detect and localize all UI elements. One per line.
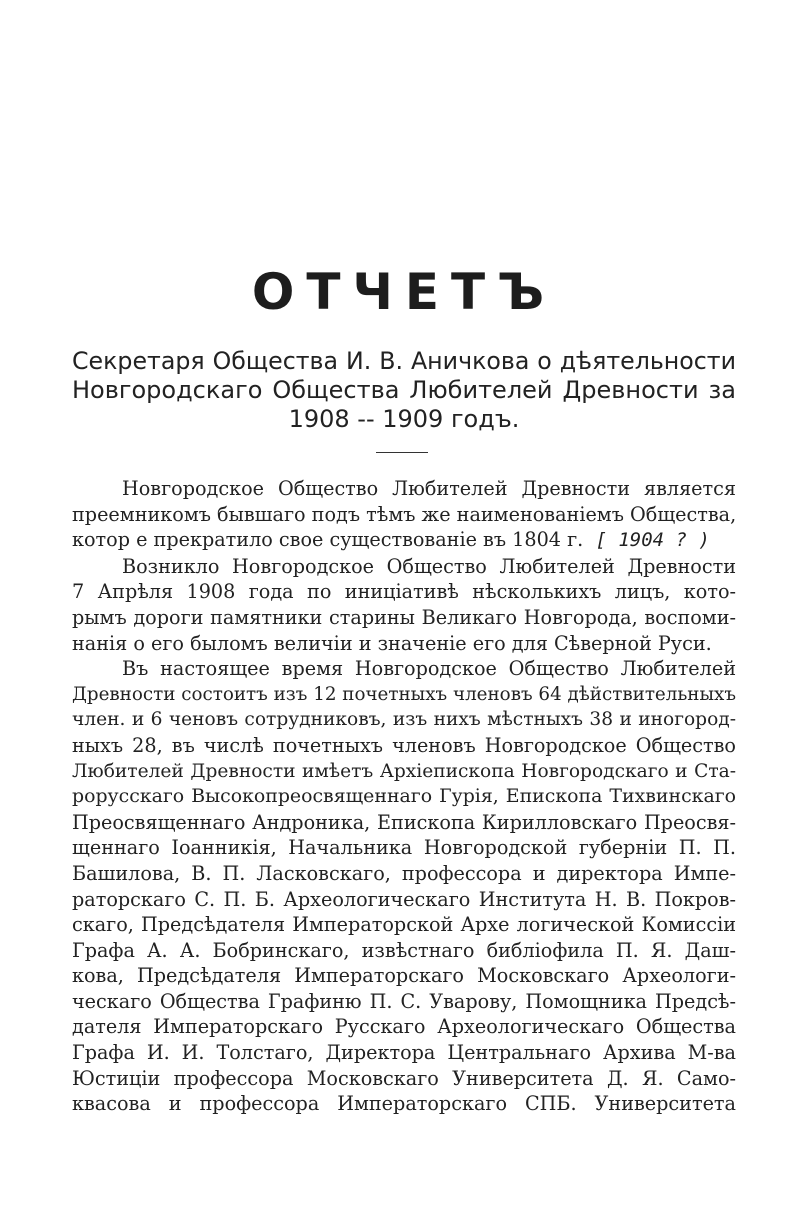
text-line: преемникомъ бывшаго подъ тѣмъ же наименованіемъ Общества,	[72, 502, 736, 526]
text-line: Графа А. А. Бобринскаго, извѣстнаго библіофила П. Я. Дaш-	[72, 938, 736, 962]
document-title: ОТЧЕТЪ	[251, 263, 557, 321]
text-line: Любителей Древности имѣетъ Архіепископа Новгородскаго и Ста-	[72, 760, 736, 782]
text-line: Возникло Новгородское Общество Любителей Древности	[122, 554, 736, 578]
text-line: ческаго Общества Графиню П. С. Уварову, Помощника Предсѣ-	[72, 989, 736, 1013]
title-divider	[376, 452, 428, 453]
subtitle-line: Новгородскаго Общества Любителей Древности за	[72, 376, 736, 404]
text-line: ныхъ 28, въ числѣ почетныхъ членовъ Новгородское Общество	[72, 733, 736, 757]
text-line: котор е прекратило свое существованіе въ 1804 г.	[72, 528, 584, 552]
text-line: рорусскаго Высокопреосвященнаго Гурія, Епископа Тихвинскаго	[72, 785, 736, 808]
text-line: Графа И. И. Толстаго, Директора Центральнаго Архива М-ва	[72, 1041, 736, 1065]
text-line: нанія о его быломъ величіи и значеніе его для Сѣверной Руси.	[72, 631, 712, 655]
text-line: раторскаго С. П. Б. Археологическаго Института Н. В. Покров-	[72, 887, 736, 911]
text-line: Новгородское Общество Любителей Древности является	[122, 477, 736, 500]
text-line: член. и 6 ченовъ сотрудниковъ, изъ нихъ мѣстныхъ 38 и иногород-	[72, 709, 736, 731]
text-line: Преосвященнаго Андроника, Епископа Кирилловскаго Преосвя-	[72, 810, 736, 834]
text-line: Юстиціи профессора Московскаго Университета Д. Я. Само-	[72, 1066, 736, 1090]
body-text	[72, 476, 736, 1117]
subtitle-line: 1908 -- 1909 годъ.	[288, 405, 520, 433]
text-line: кова, Предсѣдателя Императорскаго Московскаго Археологи-	[72, 964, 736, 988]
text-line-with-note	[72, 527, 736, 554]
document-subtitle	[72, 347, 736, 434]
text-line: Древности состоитъ изъ 12 почетныхъ членовъ 64 дѣйствительныхъ	[72, 683, 736, 705]
handwritten-annotation: [ 1904 ? )	[595, 529, 710, 552]
text-line: квасова и профессора Императорскаго СПБ. Университета	[72, 1092, 736, 1116]
text-line: скаго, Предсѣдателя Императорской Архе логической Комиссіи	[72, 913, 736, 937]
text-line: дателя Императорскаго Русскаго Археологическаго Общества	[72, 1015, 736, 1039]
subtitle-line: Секретаря Общества И. В. Аничкова о дѣятельности	[72, 347, 736, 375]
text-line: Башилова, В. П. Ласковскаго, профессора и директора Импе-	[72, 861, 736, 885]
text-line: рымъ дороги памятники старины Великаго Новгорода, воспоми-	[72, 605, 736, 629]
text-line: щеннаго Іоанникія, Начальника Новгородской губерніи П. П.	[72, 836, 736, 860]
text-line: 7 Апрѣля 1908 года по иниціативѣ нѣсколькихъ лицъ, кото-	[72, 580, 736, 604]
text-line: Въ настоящее время Новгородское Общество Любителей	[122, 657, 736, 681]
